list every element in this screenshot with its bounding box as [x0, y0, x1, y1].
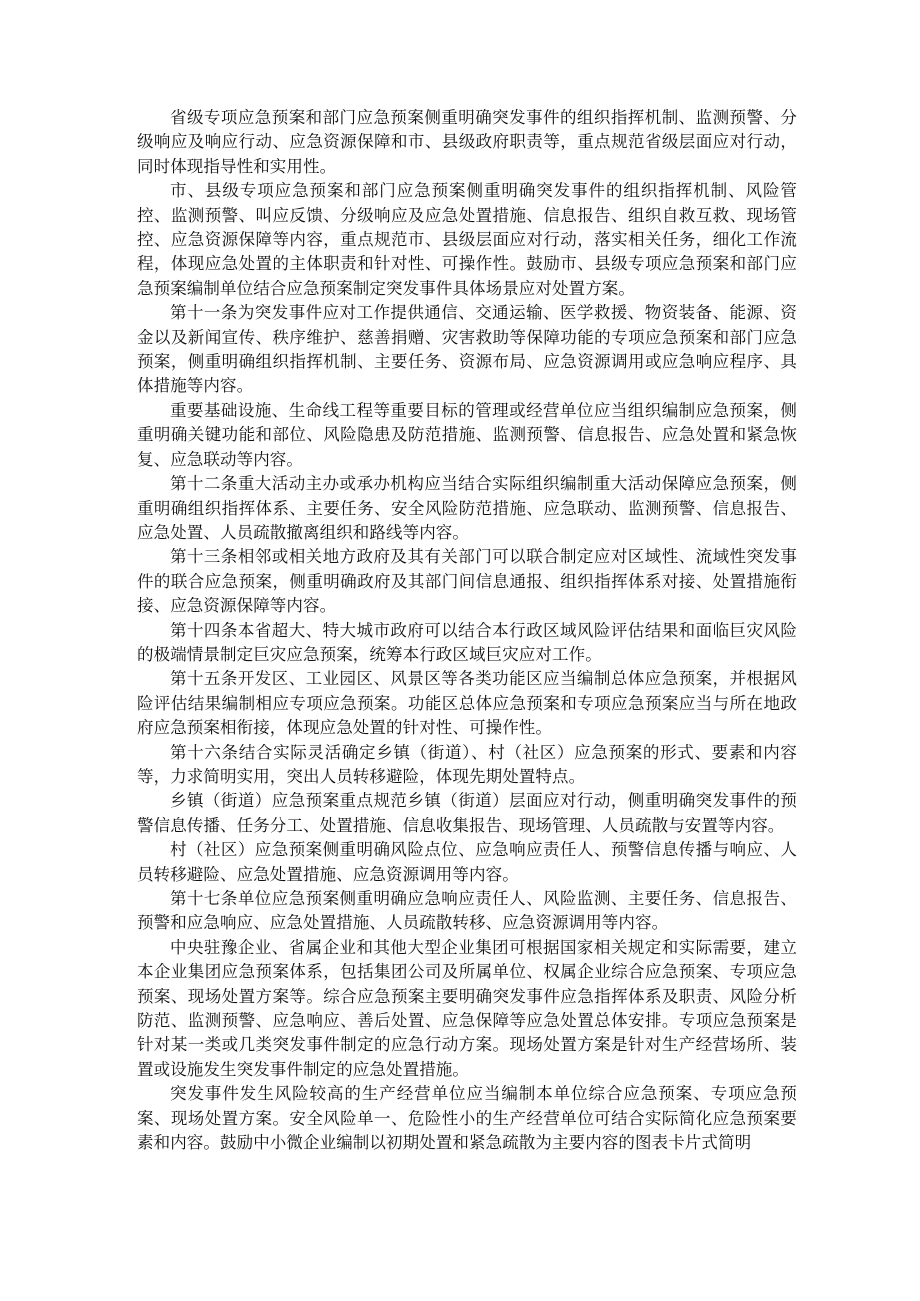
paragraph-article-14: 第十四条本省超大、特大城市政府可以结合本行政区域风险评估结果和面临巨灾风险的极端情景制定巨灾应急预案，统筹本行政区域巨灾应对工作。 — [137, 620, 797, 664]
paragraph-article-13: 第十三条相邻或相关地方政府及其有关部门可以联合制定应对区域性、流域性突发事件的联合应急预案，侧重明确政府及其部门间信息通报、组织指挥体系对接、处置措施衔接、应急资源保障等内容。 — [137, 547, 797, 616]
paragraph-article-17: 第十七条单位应急预案侧重明确应急响应责任人、风险监测、主要任务、信息报告、预警和应急响应、应急处置措施、人员疏散转移、应急资源调用等内容。 — [137, 889, 797, 933]
paragraph-article-12: 第十二条重大活动主办或承办机构应当结合实际组织编制重大活动保障应急预案，侧重明确组织指挥体系、主要任务、安全风险防范措施、应急联动、监测预警、信息报告、应急处置、人员疏散撤离组织和路线等内容。 — [137, 474, 797, 542]
paragraph-production-units: 突发事件发生风险较高的生产经营单位应当编制本单位综合应急预案、专项应急预案、现场处置方案。安全风险单一、危险性小的生产经营单位可结合实际简化应急预案要素和内容。鼓励中小微企业编制以初期处置和紧急疏散为主要内容的图表卡片式简明 — [137, 1084, 797, 1153]
paragraph-township-plans: 乡镇（街道）应急预案重点规范乡镇（街道）层面应对行动，侧重明确突发事件的预警信息传播、任务分工、处置措施、信息收集报告、现场管理、人员疏散与安置等内容。 — [137, 791, 797, 835]
document-page — [137, 106, 797, 1155]
paragraph-city-county-plans: 市、县级专项应急预案和部门应急预案侧重明确突发事件的组织指挥机制、风险管控、监测预警、叫应反馈、分级响应及应急处置措施、信息报告、组织自救互救、现场管控、应急资源保障等内容，重点规范市、县级层面应对行动，落实相关任务，细化工作流程，体现应急处置的主体职责和针对性、可操作性。鼓励市、县级专项应急预案和部门应急预案编制单位结合应急预案制定突发事件具体场景应对处置方案。 — [137, 181, 797, 298]
paragraph-village-plans: 村（社区）应急预案侧重明确风险点位、应急响应责任人、预警信息传播与响应、人员转移避险、应急处置措施、应急资源调用等内容。 — [137, 840, 797, 884]
paragraph-infrastructure: 重要基础设施、生命线工程等重要目标的管理或经营单位应当组织编制应急预案，侧重明确关键功能和部位、风险隐患及防范措施、监测预警、信息报告、应急处置和紧急恢复、应急联动等内容。 — [137, 400, 797, 469]
paragraph-article-16: 第十六条结合实际灵活确定乡镇（街道）、村（社区）应急预案的形式、要素和内容等，力求简明实用，突出人员转移避险，体现先期处置特点。 — [137, 742, 797, 786]
paragraph-enterprise-groups: 中央驻豫企业、省属企业和其他大型企业集团可根据国家相关规定和实际需要，建立本企业集团应急预案体系，包括集团公司及所属单位、权属企业综合应急预案、专项应急预案、现场处置方案等。综合应急预案主要明确突发事件应急指挥体系及职责、风险分析防范、监测预警、应急响应、善后处置、应急保障等应急处置总体安排。专项应急预案是针对某一类或几类突发事件制定的应急行动方案。现场处置方案是针对生产经营场所、装置或设施发生突发事件制定的应急处置措施。 — [137, 937, 797, 1079]
paragraph-article-15: 第十五条开发区、工业园区、风景区等各类功能区应当编制总体应急预案，并根据风险评估结果编制相应专项应急预案。功能区总体应急预案和专项应急预案应当与所在地政府应急预案相衔接，体现应急处置的针对性、可操作性。 — [137, 669, 797, 738]
paragraph-provincial-plans: 省级专项应急预案和部门应急预案侧重明确突发事件的组织指挥机制、监测预警、分级响应及响应行动、应急资源保障和市、县级政府职责等，重点规范省级层面应对行动，同时体现指导性和实用性。 — [137, 108, 797, 176]
paragraph-article-11: 第十一条为突发事件应对工作提供通信、交通运输、医学救援、物资装备、能源、资金以及新闻宣传、秩序维护、慈善捐赠、灾害救助等保障功能的专项应急预案和部门应急预案，侧重明确组织指挥机制、主要任务、资源布局、应急资源调用或应急响应程序、具体措施等内容。 — [137, 303, 797, 396]
